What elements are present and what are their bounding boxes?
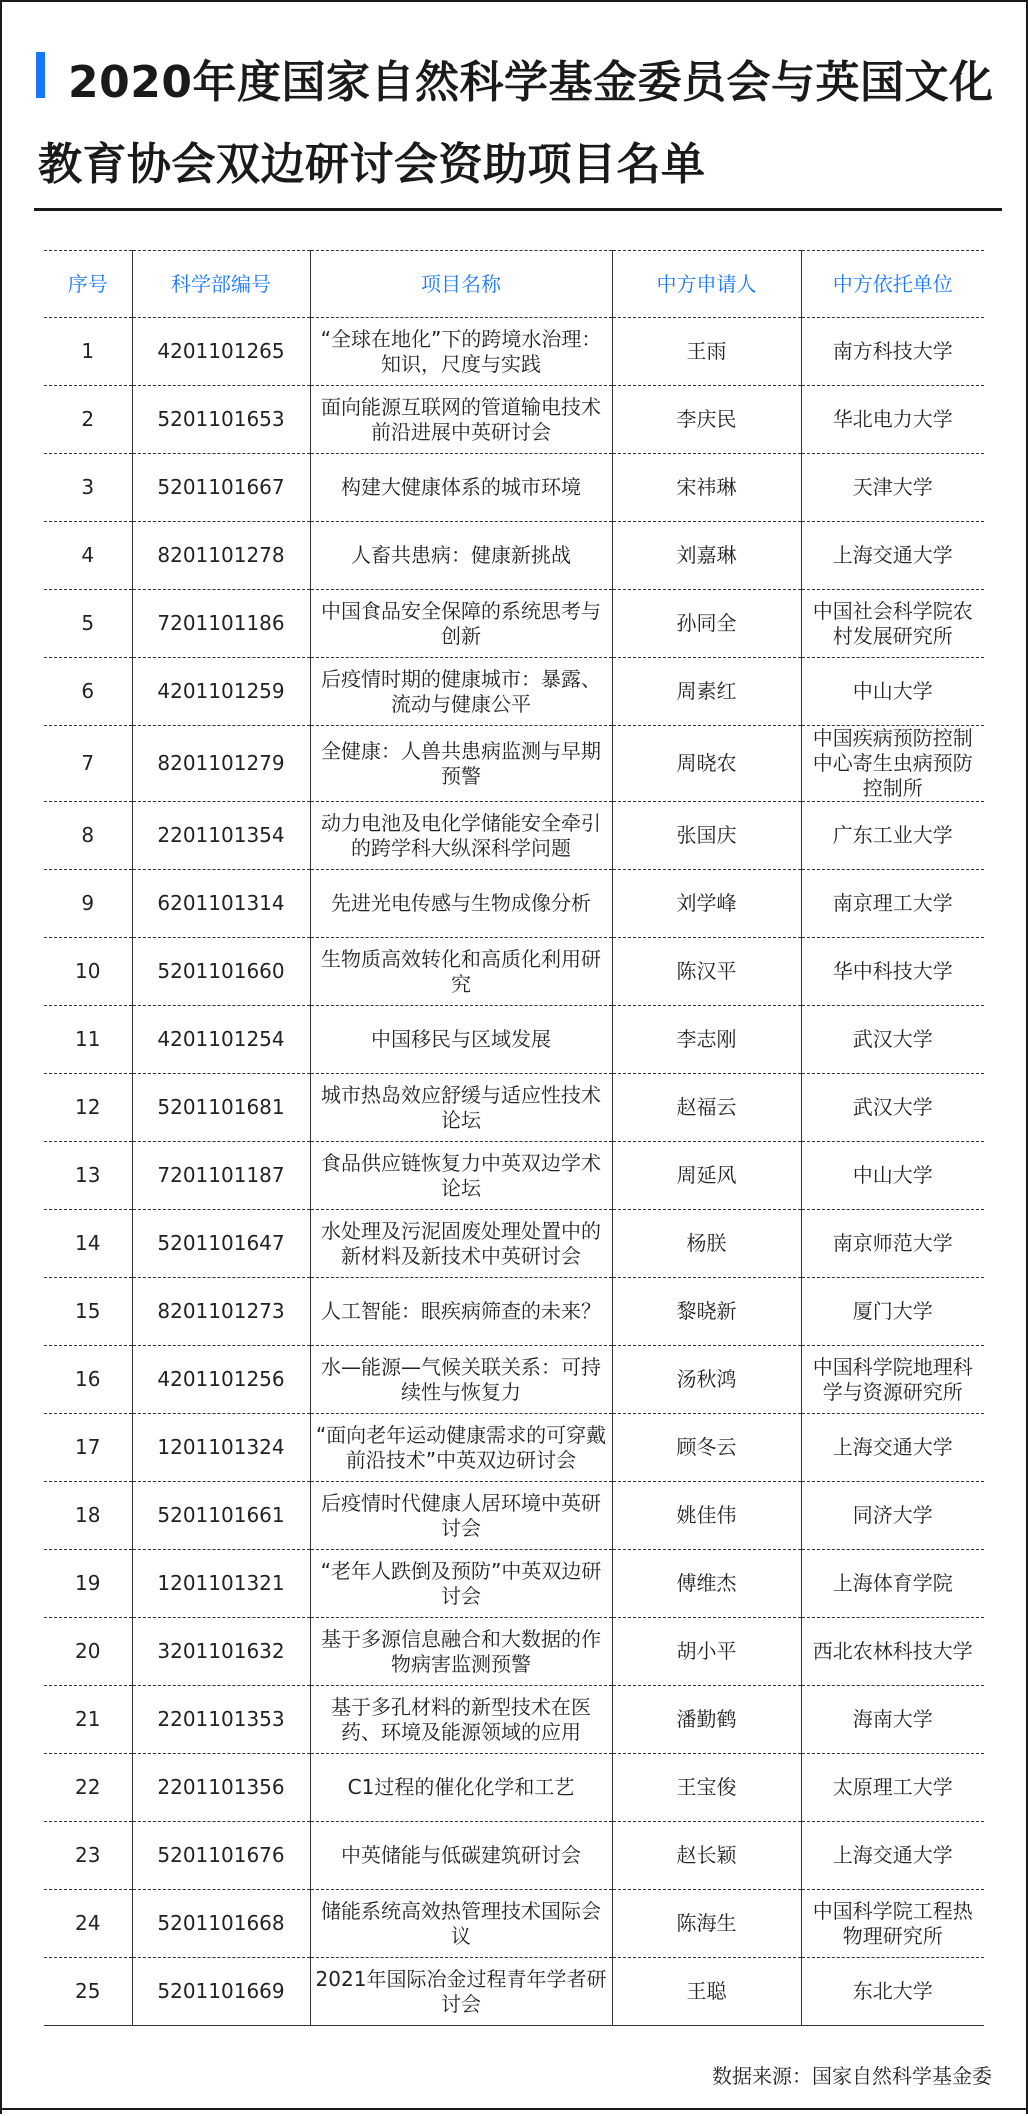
cell-project-name: 中英储能与低碳建筑研讨会 bbox=[310, 1822, 612, 1890]
table-row bbox=[44, 1550, 984, 1618]
cell-index: 13 bbox=[44, 1142, 132, 1210]
cell-project-name: 人工智能：眼疾病筛查的未来？ bbox=[310, 1278, 612, 1346]
cell-applicant: 胡小平 bbox=[612, 1618, 801, 1686]
cell-applicant: 孙同全 bbox=[612, 590, 801, 658]
cell-project-name: “面向老年运动健康需求的可穿戴前沿技术”中英双边研讨会 bbox=[310, 1414, 612, 1482]
table-row bbox=[44, 1346, 984, 1414]
cell-institution: 南方科技大学 bbox=[801, 318, 984, 386]
cell-institution: 中国社会科学院农村发展研究所 bbox=[801, 590, 984, 658]
cell-code: 5201101669 bbox=[132, 1958, 310, 2026]
table-row bbox=[44, 726, 984, 802]
cell-applicant: 赵福云 bbox=[612, 1074, 801, 1142]
table-row bbox=[44, 1006, 984, 1074]
cell-index: 16 bbox=[44, 1346, 132, 1414]
cell-code: 2201101356 bbox=[132, 1754, 310, 1822]
cell-applicant: 周晓农 bbox=[612, 726, 801, 802]
cell-index: 6 bbox=[44, 658, 132, 726]
cell-code: 5201101653 bbox=[132, 386, 310, 454]
cell-index: 15 bbox=[44, 1278, 132, 1346]
cell-code: 6201101314 bbox=[132, 870, 310, 938]
cell-code: 2201101353 bbox=[132, 1686, 310, 1754]
cell-code: 5201101660 bbox=[132, 938, 310, 1006]
cell-index: 10 bbox=[44, 938, 132, 1006]
cell-index: 19 bbox=[44, 1550, 132, 1618]
table-row bbox=[44, 1754, 984, 1822]
cell-applicant: 傅维杰 bbox=[612, 1550, 801, 1618]
cell-index: 25 bbox=[44, 1958, 132, 2026]
cell-index: 24 bbox=[44, 1890, 132, 1958]
cell-code: 5201101667 bbox=[132, 454, 310, 522]
cell-code: 1201101321 bbox=[132, 1550, 310, 1618]
cell-project-name: 基于多孔材料的新型技术在医药、环境及能源领域的应用 bbox=[310, 1686, 612, 1754]
cell-project-name: 全健康：人兽共患病监测与早期预警 bbox=[310, 726, 612, 802]
table-row bbox=[44, 1414, 984, 1482]
cell-applicant: 黎晓新 bbox=[612, 1278, 801, 1346]
table-row bbox=[44, 1278, 984, 1346]
table-row bbox=[44, 386, 984, 454]
cell-index: 5 bbox=[44, 590, 132, 658]
table-row bbox=[44, 658, 984, 726]
cell-institution: 中国科学院地理科学与资源研究所 bbox=[801, 1346, 984, 1414]
cell-project-name: 储能系统高效热管理技术国际会议 bbox=[310, 1890, 612, 1958]
cell-institution: 同济大学 bbox=[801, 1482, 984, 1550]
cell-applicant: 王宝俊 bbox=[612, 1754, 801, 1822]
table-row bbox=[44, 1482, 984, 1550]
header-project-name: 项目名称 bbox=[310, 251, 612, 318]
table-row bbox=[44, 938, 984, 1006]
table-row bbox=[44, 1210, 984, 1278]
cell-code: 5201101668 bbox=[132, 1890, 310, 1958]
cell-project-name: 食品供应链恢复力中英双边学术论坛 bbox=[310, 1142, 612, 1210]
cell-institution: 上海交通大学 bbox=[801, 522, 984, 590]
cell-code: 7201101187 bbox=[132, 1142, 310, 1210]
cell-applicant: 宋祎琳 bbox=[612, 454, 801, 522]
cell-institution: 中山大学 bbox=[801, 658, 984, 726]
cell-index: 12 bbox=[44, 1074, 132, 1142]
cell-project-name: 人畜共患病：健康新挑战 bbox=[310, 522, 612, 590]
cell-institution: 中国科学院工程热物理研究所 bbox=[801, 1890, 984, 1958]
cell-applicant: 顾冬云 bbox=[612, 1414, 801, 1482]
cell-applicant: 王雨 bbox=[612, 318, 801, 386]
cell-project-name: 后疫情时代健康人居环境中英研讨会 bbox=[310, 1482, 612, 1550]
page-title-line-2: 教育协会双边研讨会资助项目名单 bbox=[38, 139, 706, 190]
cell-index: 17 bbox=[44, 1414, 132, 1482]
cell-institution: 上海交通大学 bbox=[801, 1822, 984, 1890]
cell-code: 4201101259 bbox=[132, 658, 310, 726]
cell-institution: 华北电力大学 bbox=[801, 386, 984, 454]
cell-project-name: 动力电池及电化学储能安全牵引的跨学科大纵深科学问题 bbox=[310, 802, 612, 870]
cell-institution: 南京理工大学 bbox=[801, 870, 984, 938]
cell-index: 1 bbox=[44, 318, 132, 386]
table-row bbox=[44, 522, 984, 590]
table-header-row bbox=[44, 251, 984, 318]
cell-applicant: 李庆民 bbox=[612, 386, 801, 454]
cell-index: 23 bbox=[44, 1822, 132, 1890]
cell-institution: 武汉大学 bbox=[801, 1074, 984, 1142]
header-institution: 中方依托单位 bbox=[801, 251, 984, 318]
cell-institution: 太原理工大学 bbox=[801, 1754, 984, 1822]
cell-code: 3201101632 bbox=[132, 1618, 310, 1686]
cell-project-name: 构建大健康体系的城市环境 bbox=[310, 454, 612, 522]
cell-institution: 上海体育学院 bbox=[801, 1550, 984, 1618]
cell-institution: 华中科技大学 bbox=[801, 938, 984, 1006]
header-code: 科学部编号 bbox=[132, 251, 310, 318]
title-divider bbox=[34, 208, 1002, 211]
page-title-line-1: 2020年度国家自然科学基金委员会与英国文化 bbox=[68, 57, 994, 108]
cell-applicant: 潘勤鹤 bbox=[612, 1686, 801, 1754]
table-body bbox=[44, 318, 984, 2026]
cell-applicant: 王聪 bbox=[612, 1958, 801, 2026]
cell-index: 14 bbox=[44, 1210, 132, 1278]
cell-project-name: 中国移民与区域发展 bbox=[310, 1006, 612, 1074]
cell-institution: 天津大学 bbox=[801, 454, 984, 522]
cell-applicant: 汤秋鸿 bbox=[612, 1346, 801, 1414]
table-row bbox=[44, 1890, 984, 1958]
cell-index: 21 bbox=[44, 1686, 132, 1754]
cell-institution: 武汉大学 bbox=[801, 1006, 984, 1074]
cell-project-name: 2021年国际冶金过程青年学者研讨会 bbox=[310, 1958, 612, 2026]
cell-project-name: “全球在地化”下的跨境水治理：知识，尺度与实践 bbox=[310, 318, 612, 386]
cell-project-name: 水—能源—气候关联关系：可持续性与恢复力 bbox=[310, 1346, 612, 1414]
table-row bbox=[44, 802, 984, 870]
cell-code: 7201101186 bbox=[132, 590, 310, 658]
cell-project-name: 水处理及污泥固废处理处置中的新材料及新技术中英研讨会 bbox=[310, 1210, 612, 1278]
cell-code: 8201101278 bbox=[132, 522, 310, 590]
data-source-note: 数据来源：国家自然科学基金委 bbox=[712, 2064, 992, 2088]
cell-index: 20 bbox=[44, 1618, 132, 1686]
cell-applicant: 姚佳伟 bbox=[612, 1482, 801, 1550]
cell-institution: 上海交通大学 bbox=[801, 1414, 984, 1482]
cell-index: 3 bbox=[44, 454, 132, 522]
cell-code: 5201101647 bbox=[132, 1210, 310, 1278]
cell-index: 7 bbox=[44, 726, 132, 802]
cell-project-name: 城市热岛效应舒缓与适应性技术论坛 bbox=[310, 1074, 612, 1142]
cell-institution: 海南大学 bbox=[801, 1686, 984, 1754]
cell-project-name: “老年人跌倒及预防”中英双边研讨会 bbox=[310, 1550, 612, 1618]
project-table bbox=[44, 250, 984, 2026]
table-row bbox=[44, 1618, 984, 1686]
table-row bbox=[44, 1142, 984, 1210]
cell-applicant: 刘学峰 bbox=[612, 870, 801, 938]
cell-project-name: 先进光电传感与生物成像分析 bbox=[310, 870, 612, 938]
cell-institution: 中山大学 bbox=[801, 1142, 984, 1210]
table-row bbox=[44, 590, 984, 658]
table-row bbox=[44, 1074, 984, 1142]
cell-applicant: 李志刚 bbox=[612, 1006, 801, 1074]
cell-applicant: 赵长颖 bbox=[612, 1822, 801, 1890]
cell-code: 5201101681 bbox=[132, 1074, 310, 1142]
cell-project-name: C1过程的催化化学和工艺 bbox=[310, 1754, 612, 1822]
cell-code: 5201101676 bbox=[132, 1822, 310, 1890]
cell-code: 5201101661 bbox=[132, 1482, 310, 1550]
header-applicant: 中方申请人 bbox=[612, 251, 801, 318]
title-accent-bar bbox=[36, 52, 45, 98]
cell-applicant: 张国庆 bbox=[612, 802, 801, 870]
cell-code: 8201101273 bbox=[132, 1278, 310, 1346]
cell-project-name: 面向能源互联网的管道输电技术前沿进展中英研讨会 bbox=[310, 386, 612, 454]
cell-code: 4201101256 bbox=[132, 1346, 310, 1414]
header-index: 序号 bbox=[44, 251, 132, 318]
cell-institution: 东北大学 bbox=[801, 1958, 984, 2026]
cell-project-name: 后疫情时期的健康城市：暴露、流动与健康公平 bbox=[310, 658, 612, 726]
cell-code: 8201101279 bbox=[132, 726, 310, 802]
cell-institution: 中国疾病预防控制中心寄生虫病预防控制所 bbox=[801, 726, 984, 802]
cell-code: 4201101254 bbox=[132, 1006, 310, 1074]
cell-project-name: 基于多源信息融合和大数据的作物病害监测预警 bbox=[310, 1618, 612, 1686]
cell-index: 9 bbox=[44, 870, 132, 938]
table-row bbox=[44, 454, 984, 522]
cell-code: 1201101324 bbox=[132, 1414, 310, 1482]
cell-applicant: 杨朕 bbox=[612, 1210, 801, 1278]
cell-project-name: 中国食品安全保障的系统思考与创新 bbox=[310, 590, 612, 658]
cell-institution: 南京师范大学 bbox=[801, 1210, 984, 1278]
cell-index: 2 bbox=[44, 386, 132, 454]
table-row bbox=[44, 318, 984, 386]
bottom-divider bbox=[0, 2108, 1028, 2110]
cell-index: 8 bbox=[44, 802, 132, 870]
table-row bbox=[44, 870, 984, 938]
table-row bbox=[44, 1686, 984, 1754]
cell-index: 22 bbox=[44, 1754, 132, 1822]
table-row bbox=[44, 1822, 984, 1890]
cell-institution: 西北农林科技大学 bbox=[801, 1618, 984, 1686]
cell-index: 4 bbox=[44, 522, 132, 590]
cell-institution: 广东工业大学 bbox=[801, 802, 984, 870]
cell-code: 4201101265 bbox=[132, 318, 310, 386]
table-row bbox=[44, 1958, 984, 2026]
cell-applicant: 周延风 bbox=[612, 1142, 801, 1210]
cell-code: 2201101354 bbox=[132, 802, 310, 870]
cell-applicant: 周素红 bbox=[612, 658, 801, 726]
cell-applicant: 刘嘉琳 bbox=[612, 522, 801, 590]
cell-applicant: 陈汉平 bbox=[612, 938, 801, 1006]
cell-applicant: 陈海生 bbox=[612, 1890, 801, 1958]
cell-project-name: 生物质高效转化和高质化利用研究 bbox=[310, 938, 612, 1006]
cell-index: 18 bbox=[44, 1482, 132, 1550]
cell-institution: 厦门大学 bbox=[801, 1278, 984, 1346]
cell-index: 11 bbox=[44, 1006, 132, 1074]
